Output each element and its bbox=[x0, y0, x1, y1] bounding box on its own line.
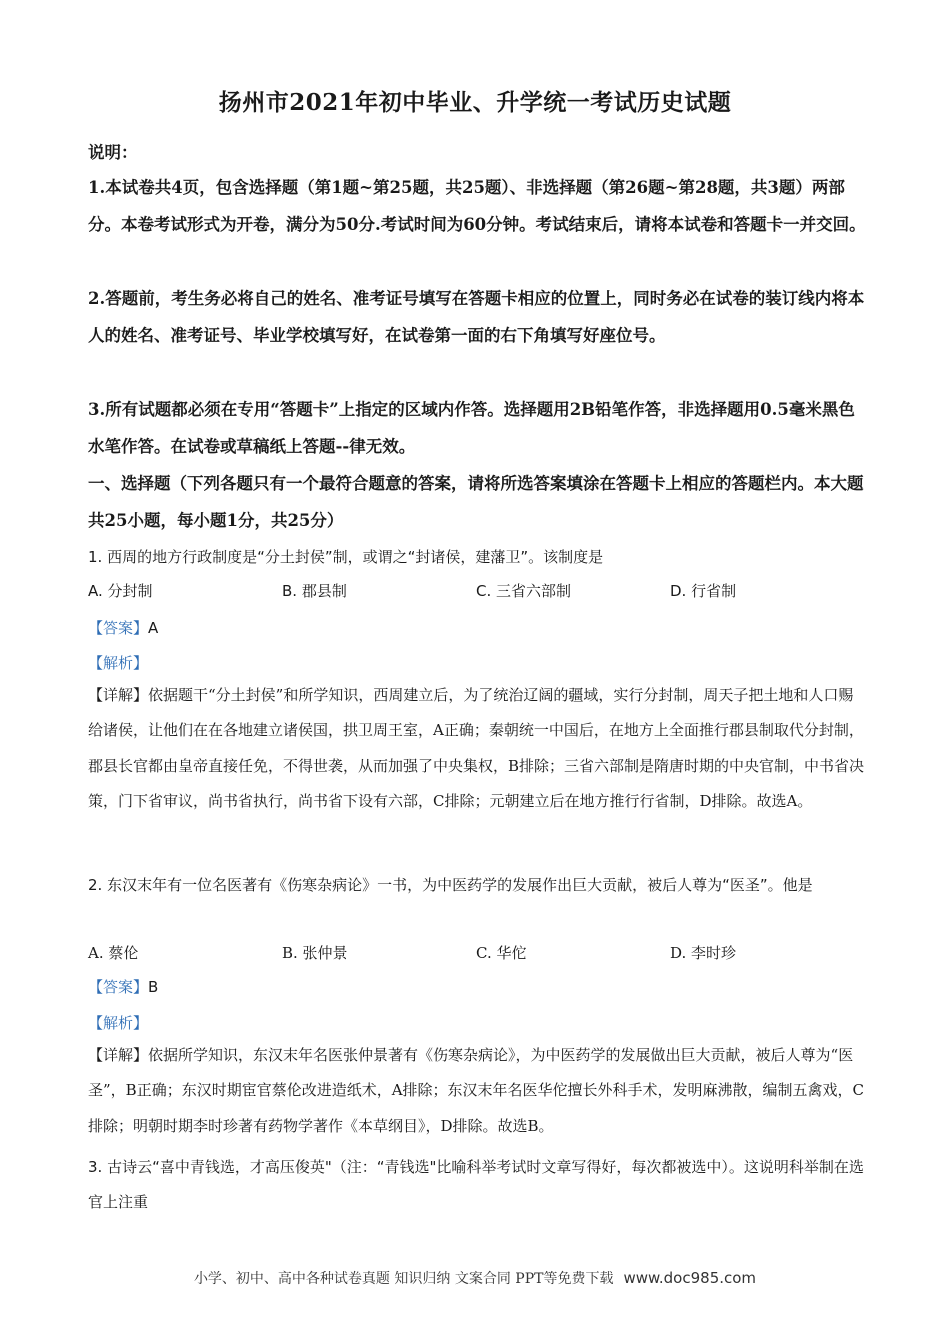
q1-analysis bbox=[88, 651, 868, 675]
section-heading: 一、选择题（下列各题只有一个最符合题意的答案，请将所选答案填涂在答题卡上相应的答题栏内。本大题共25小题，每小题1分，共25分） bbox=[88, 474, 864, 530]
q1-answer bbox=[88, 616, 868, 640]
q1-option-c: C. 三省六部制 bbox=[476, 582, 572, 600]
instruction-item-3: 3.所有试题都必须在专用“答题卡”上指定的区域内作答。选择题用2B铅笔作答，非选择题用0.5毫米黑色水笔作答。在试卷或草稿纸上答题--律无效。 bbox=[88, 400, 855, 456]
answer-value: B bbox=[148, 978, 159, 996]
detail-text: 依据题干“分土封侯”和所学知识，西周建立后，为了统治辽阔的疆域，实行分封制，周天子把土地和人口赐给诸侯，让他们在在各地建立诸侯国，拱卫周王室，A正确；秦朝统一中国后，在地方上全面推行郡县制取代分封制，郡县长官都由皇帝直接任免，不得世袭，从而加强了中央集权，B排除；三省六部制是隋唐时期的中央官制，中书省决策，门下省审议，尚书省执行，尚书省下设有六部，C排除；元朝建立后在地方推行行省制，D排除。故选A。 bbox=[88, 686, 865, 811]
q1-detail bbox=[88, 678, 868, 820]
page-footer bbox=[0, 1268, 950, 1288]
question-1-stem: 1. 西周的地方行政制度是“分土封侯”制，或谓之“封诸侯，建藩卫”。该制度是 bbox=[88, 548, 604, 566]
q2-option-b: B. 张仲景 bbox=[282, 944, 348, 962]
analysis-label: 【解析】 bbox=[88, 1014, 149, 1032]
question-2-options bbox=[88, 942, 868, 966]
q1-option-b: B. 郡县制 bbox=[282, 582, 347, 600]
q2-option-c: C. 华佗 bbox=[476, 944, 527, 962]
answer-label: 【答案】 bbox=[88, 978, 149, 996]
question-3-stem: 3. 古诗云“喜中青钱选，才高压俊英"（注：“青钱选"比喻科举考试时文章写得好，每次都被选中）。这说明科举制在选官上注重 bbox=[88, 1158, 864, 1211]
q2-analysis bbox=[88, 1011, 868, 1035]
footer-url[interactable]: www.doc985.com bbox=[623, 1269, 757, 1287]
q2-detail bbox=[88, 1038, 868, 1144]
answer-label: 【答案】 bbox=[88, 619, 149, 637]
instructions-heading: 说明： bbox=[88, 143, 138, 162]
detail-label: 【详解】 bbox=[88, 1046, 149, 1064]
question-2-stem: 2. 东汉末年有一位名医著有《伤寒杂病论》一书，为中医药学的发展作出巨大贡献，被后人尊为“医圣”。他是 bbox=[88, 876, 813, 894]
question-1-options bbox=[88, 580, 868, 604]
footer-text: 小学、初中、高中各种试卷真题 知识归纳 文案合同 PPT等免费下载 bbox=[193, 1271, 614, 1287]
detail-label: 【详解】 bbox=[88, 686, 149, 704]
page-title: 扬州市2021年初中毕业、升学统一考试历史试题 bbox=[218, 89, 732, 116]
q1-option-d: D. 行省制 bbox=[670, 582, 737, 600]
q2-option-a: A. 蔡伦 bbox=[88, 944, 139, 962]
instruction-item-2: 2.答题前，考生务必将自己的姓名、准考证号填写在答题卡相应的位置上，同时务必在试卷的装订线内将本人的姓名、准考证号、毕业学校填写好，在试卷第一面的右下角填写好座位号。 bbox=[88, 289, 865, 345]
detail-text: 依据所学知识，东汉末年名医张仲景著有《伤寒杂病论》，为中医药学的发展做出巨大贡献，被后人尊为“医圣”，B正确；东汉时期宦官蔡伦改进造纸术，A排除；东汉末年名医华佗擅长外科手术，发明麻沸散，编制五禽戏，C排除；明朝时期李时珍著有药物学著作《本草纲目》，D排除。故选B。 bbox=[88, 1046, 865, 1135]
analysis-label: 【解析】 bbox=[88, 654, 149, 672]
q2-answer bbox=[88, 975, 868, 999]
instruction-item-1: 1.本试卷共4页，包含选择题（第1题~第25题，共25题）、非选择题（第26题~第28题，共3题）两部分。本卷考试形式为开卷，满分为50分.考试时间为60分钟。考试结束后，请将本试卷和答题卡一并交回。 bbox=[88, 178, 866, 234]
answer-value: A bbox=[148, 619, 159, 637]
q2-option-d: D. 李时珍 bbox=[670, 944, 737, 962]
q1-option-a: A. 分封制 bbox=[88, 582, 153, 600]
